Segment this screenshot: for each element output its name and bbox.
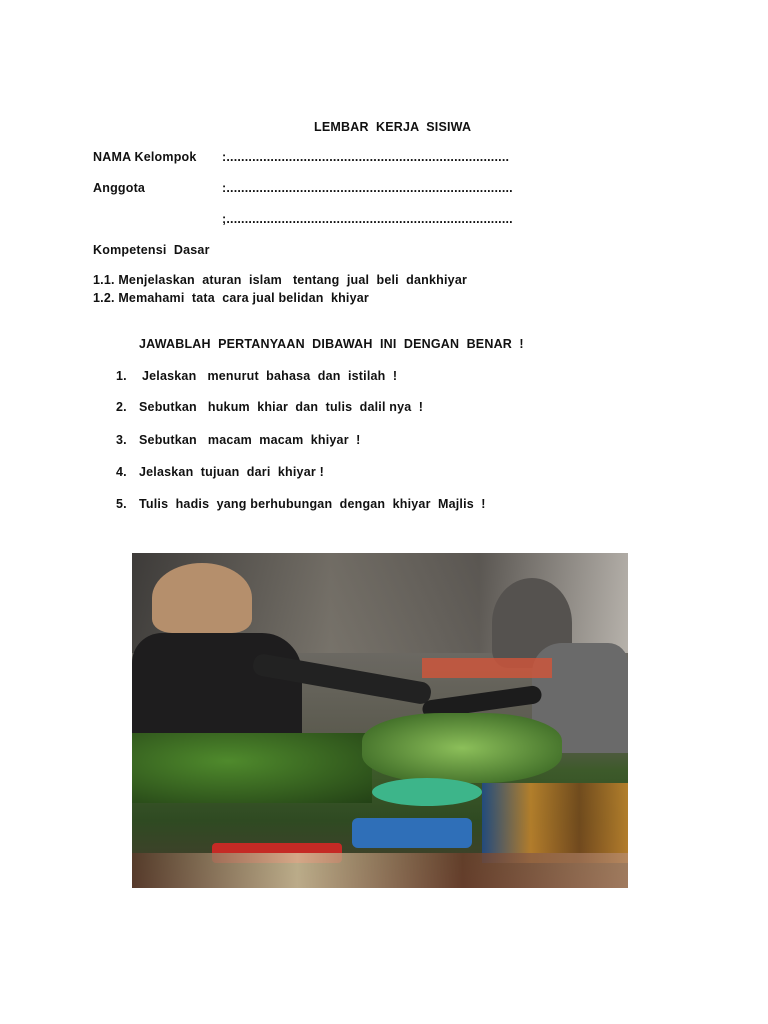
field-blank-anggota-2: ;..............................................................................	[222, 212, 513, 226]
question-number: 1.	[116, 369, 127, 383]
instruction: JAWABLAH PERTANYAAN DIBAWAH INI DENGAN BENAR !	[139, 337, 524, 351]
question-number: 2.	[116, 400, 127, 414]
field-blank-anggota: :..............................................................................	[222, 181, 513, 195]
question-text: Sebutkan macam macam khiyar !	[139, 433, 361, 447]
field-blank-nama-kelompok: :.............................................................................	[222, 150, 510, 164]
kompetensi-item: 1.2. Memahami tata cara jual belidan khiyar	[93, 291, 369, 305]
question-number: 3.	[116, 433, 127, 447]
question-text: Tulis hadis yang berhubungan dengan khiyar Majlis !	[139, 497, 486, 511]
kompetensi-item: 1.1. Menjelaskan aturan islam tentang jual beli dankhiyar	[93, 273, 468, 287]
question-number: 5.	[116, 497, 127, 511]
field-label-anggota: Anggota	[93, 181, 146, 195]
page-title: LEMBAR KERJA SISIWA	[314, 120, 472, 134]
question-text: Jelaskan tujuan dari khiyar !	[139, 465, 324, 479]
question-number: 4.	[116, 465, 127, 479]
kompetensi-heading: Kompetensi Dasar	[93, 243, 210, 257]
question-text: Jelaskan menurut bahasa dan istilah !	[142, 369, 398, 383]
field-label-nama-kelompok: NAMA Kelompok	[93, 150, 197, 164]
market-photo	[132, 553, 628, 888]
question-text: Sebutkan hukum khiar dan tulis dalil nya !	[139, 400, 424, 414]
